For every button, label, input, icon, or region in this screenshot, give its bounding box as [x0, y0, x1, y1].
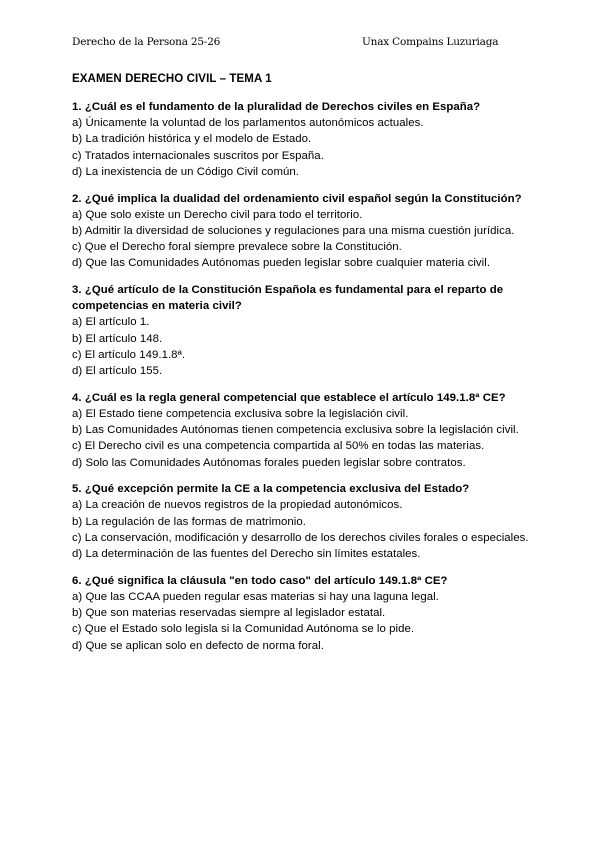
- option-b: b) La regulación de las formas de matrimonio.: [72, 515, 306, 528]
- option-c: c) El Derecho civil es una competencia compartida al 50% en todas las materias.: [72, 440, 485, 453]
- option-d: d) La inexistencia de un Código Civil común.: [72, 165, 299, 178]
- exam-title: EXAMEN DERECHO CIVIL – TEMA 1: [72, 73, 272, 85]
- option-a: a) Únicamente la voluntad de los parlamentos autonómicos actuales.: [72, 117, 424, 130]
- question-text: 2. ¿Qué implica la dualidad del ordenamiento civil español según la Constitución?: [72, 192, 522, 205]
- option-d: d) Que se aplican solo en defecto de norma foral.: [72, 639, 324, 652]
- question-3: [72, 282, 532, 379]
- option-a: a) El artículo 1.: [72, 316, 150, 329]
- page-header: [72, 36, 528, 52]
- option-b: b) Que son materias reservadas siempre al legislador estatal.: [72, 607, 386, 620]
- question-5: [72, 481, 532, 562]
- question-1: [72, 99, 532, 180]
- option-c: c) Que el Derecho foral siempre prevalece sobre la Constitución.: [72, 241, 402, 254]
- option-b: b) La tradición histórica y el modelo de Estado.: [72, 133, 312, 146]
- option-d: d) Que las Comunidades Autónomas pueden legislar sobre cualquier materia civil.: [72, 257, 491, 270]
- question-6: [72, 573, 532, 654]
- question-text: 6. ¿Qué significa la cláusula "en todo caso" del artículo 149.1.8ª CE?: [72, 574, 448, 587]
- header-course: Derecho de la Persona 25-26: [72, 36, 221, 48]
- option-d: d) El artículo 155.: [72, 365, 163, 378]
- question-4: [72, 390, 532, 471]
- option-c: c) El artículo 149.1.8ª.: [72, 348, 186, 361]
- option-c: c) La conservación, modificación y desarrollo de los derechos civiles forales o especiales.: [72, 531, 529, 544]
- option-d: d) Solo las Comunidades Autónomas forales pueden legislar sobre contratos.: [72, 456, 466, 469]
- option-b: b) Las Comunidades Autónomas tienen competencia exclusiva sobre la legislación civil.: [72, 424, 519, 437]
- question-2: [72, 191, 532, 272]
- option-a: a) El Estado tiene competencia exclusiva sobre la legislación civil.: [72, 407, 409, 420]
- option-c: c) Que el Estado solo legisla si la Comunidad Autónoma se lo pide.: [72, 623, 415, 636]
- option-b: b) El artículo 148.: [72, 332, 163, 345]
- question-list: [72, 99, 532, 664]
- question-text: 3. ¿Qué artículo de la Constitución Española es fundamental para el reparto de competencias en materia civil?: [72, 284, 504, 313]
- option-a: a) Que solo existe un Derecho civil para todo el territorio.: [72, 208, 363, 221]
- option-a: a) La creación de nuevos registros de la propiedad autonómicos.: [72, 499, 403, 512]
- option-c: c) Tratados internacionales suscritos por España.: [72, 149, 324, 162]
- question-text: 4. ¿Cuál es la regla general competencial que establece el artículo 149.1.8ª CE?: [72, 391, 506, 404]
- option-a: a) Que las CCAA pueden regular esas materias si hay una laguna legal.: [72, 590, 439, 603]
- header-author: Unax Compains Luzuriaga: [362, 36, 499, 48]
- option-d: d) La determinación de las fuentes del Derecho sin límites estatales.: [72, 548, 421, 561]
- question-text: 5. ¿Qué excepción permite la CE a la competencia exclusiva del Estado?: [72, 483, 470, 496]
- option-b: b) Admitir la diversidad de soluciones y regulaciones para una misma cuestión jurídica.: [72, 224, 515, 237]
- question-text: 1. ¿Cuál es el fundamento de la pluralidad de Derechos civiles en España?: [72, 101, 481, 113]
